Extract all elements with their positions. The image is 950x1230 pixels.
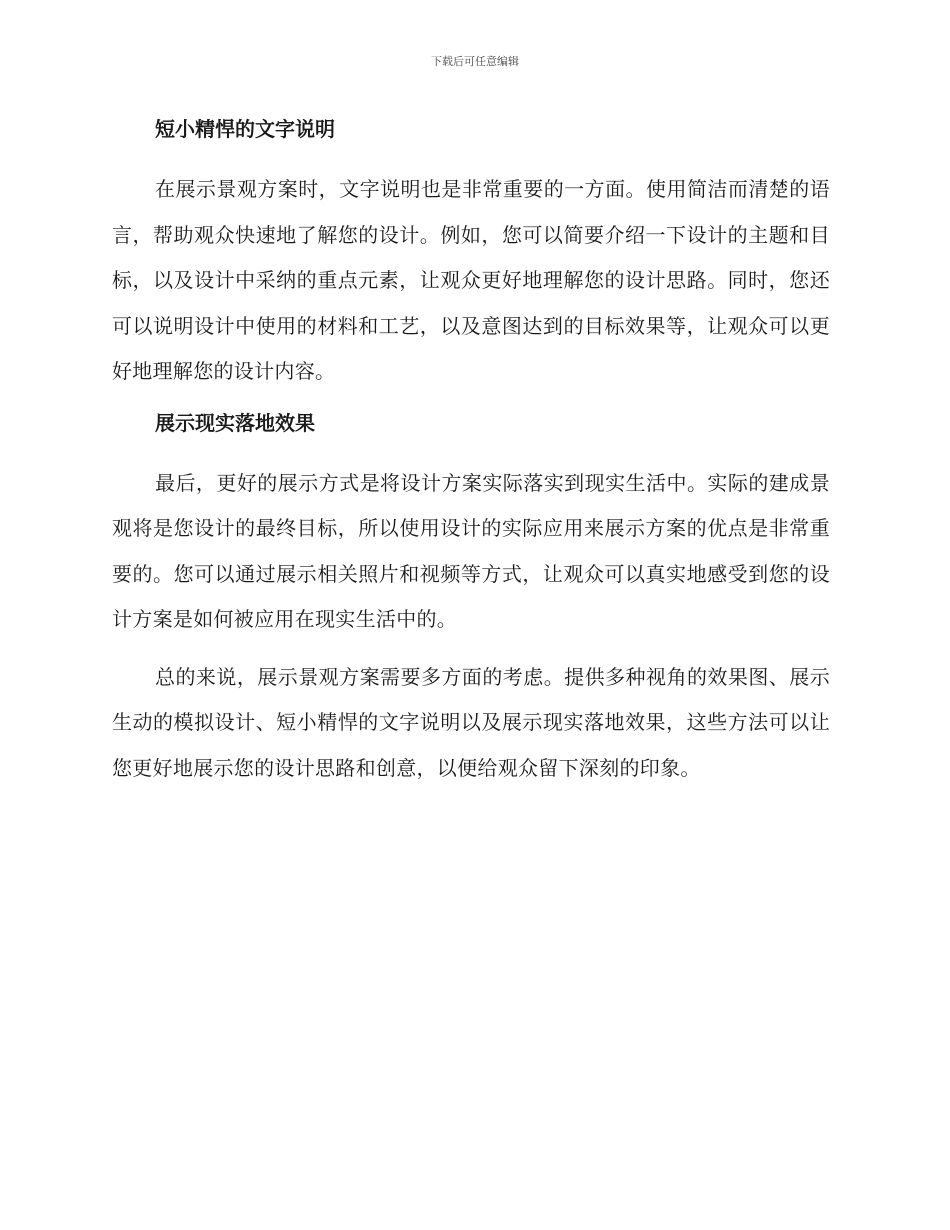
- conclusion-paragraph: 总的来说，展示景观方案需要多方面的考虑。提供多种视角的效果图、展示生动的模拟设计、短小精悍的文字说明以及展示现实落地效果，这些方法可以让您更好地展示您的设计思路和创意，以便给观众留下深刻的印象。: [112, 664, 830, 780]
- section-heading-real-effect: 展示现实落地效果: [155, 410, 315, 435]
- section-heading-text-description: 短小精悍的文字说明: [155, 117, 335, 141]
- section-paragraph-text-description: 在展示景观方案时，文字说明也是非常重要的一方面。使用简洁而清楚的语言，帮助观众快速地了解您的设计。例如，您可以简要介绍一下设计的主题和目标，以及设计中采纳的重点元素，让观众更好地理解您的设计思路。同时，您还可以说明设计中使用的材料和工艺，以及意图达到的目标效果等，让观众可以更好地理解您的设计内容。: [112, 177, 830, 383]
- page-header-note: 下载后可任意编辑: [431, 55, 519, 68]
- section-paragraph-real-effect: 最后，更好的展示方式是将设计方案实际落实到现实生活中。实际的建成景观将是您设计的最终目标，所以使用设计的实际应用来展示方案的优点是非常重要的。您可以通过展示相关照片和视频等方式，让观众可以真实地感受到您的设计方案是如何被应用在现实生活中的。: [112, 470, 830, 631]
- document-body: [112, 113, 830, 791]
